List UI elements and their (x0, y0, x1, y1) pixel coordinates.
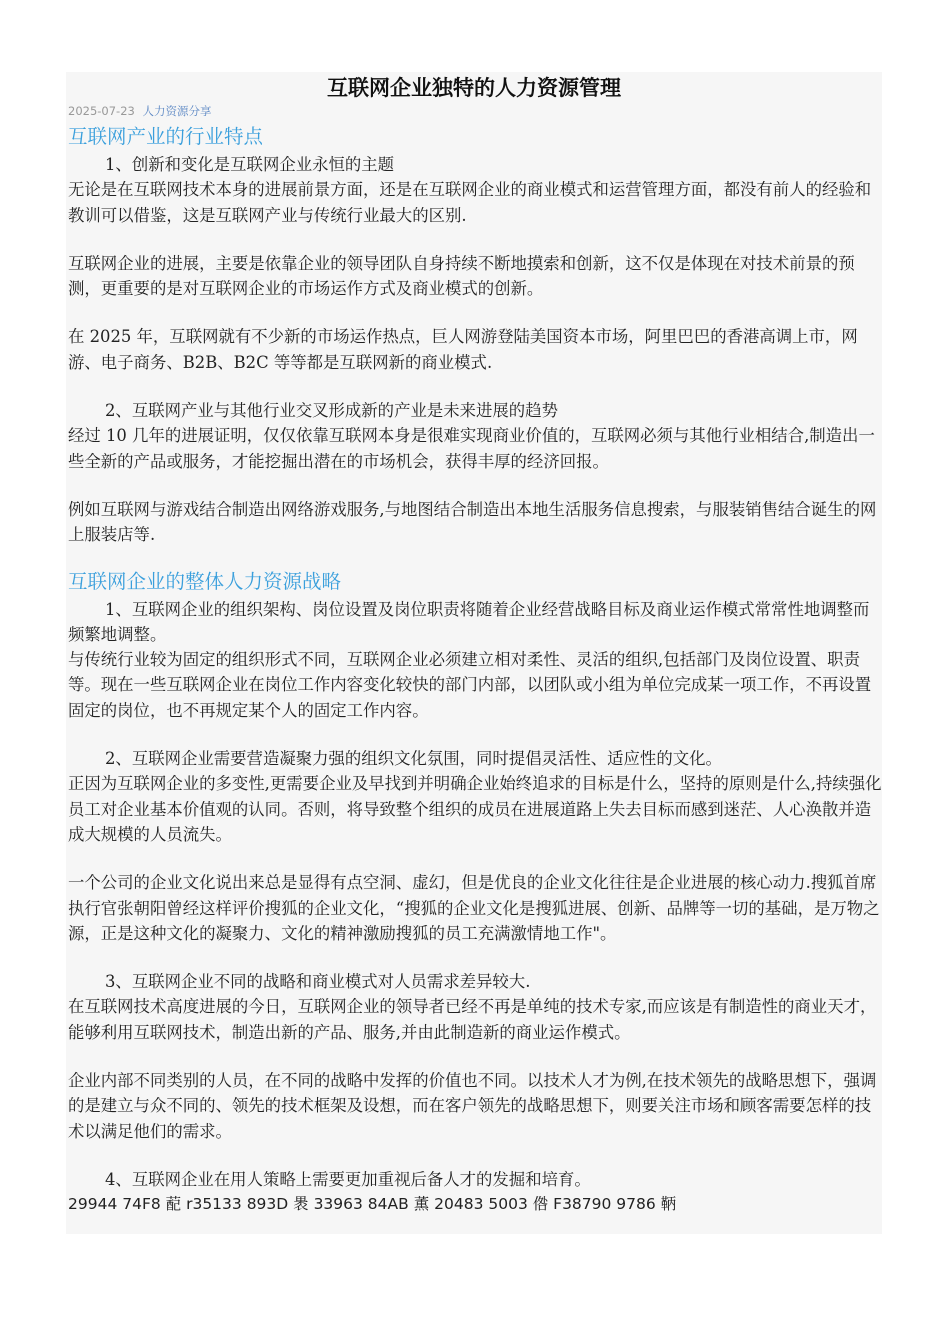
paragraph: 一个公司的企业文化说出来总是显得有点空洞、虚幻，但是优良的企业文化往往是企业进展的核心动力.搜狐首席执行官张朝阳曾经这样评价搜狐的企业文化，“搜狐的企业文化是搜狐进展、创新、品牌等一切的基础，是万物之源，正是这种文化的凝聚力、文化的精神激励搜狐的员工充满激情地工作"。 (68, 873, 880, 943)
paragraph: 在互联网技术高度进展的今日，互联网企业的领导者已经不再是单纯的技术专家,而应该是有制造性的商业天才，能够利用互联网技术，制造出新的产品、服务,并由此制造新的商业运作模式。 (68, 997, 877, 1042)
paragraph: 在 2025 年，互联网就有不少新的市场运作热点，巨人网游登陆美国资本市场，阿里巴巴的香港高调上市，网游、电子商务、B2B、B2C 等等都是互联网新的商业模式. (68, 327, 858, 372)
paragraph: 经过 10 几年的进展证明，仅仅依靠互联网本身是很难实现商业价值的，互联网必须与其他行业相结合,制造出一些全新的产品或服务，才能挖掘出潜在的市场机会，获得丰厚的经济回报。 (68, 426, 875, 471)
footer-code: 29944 74F8 蓜 r35133 893D 褁 33963 84AB 薫 20483 5003 倃 F38790 9786 鞆 (68, 1195, 677, 1214)
subheading: 1、创新和变化是互联网企业永恒的主题 (105, 155, 395, 174)
subheading: 1、互联网企业的组织架构、岗位设置及岗位职责将随着企业经营战略目标及商业运作模式常常性地调整而频繁地调整。 (68, 599, 870, 644)
article-meta (68, 103, 212, 119)
subheading: 2、互联网产业与其他行业交叉形成新的产业是未来进展的趋势 (105, 401, 558, 421)
page-title: 互联网企业独特的人力资源管理 (327, 75, 621, 100)
paragraph: 正因为互联网企业的多变性,更需要企业及早找到并明确企业始终追求的目标是什么，坚持的原则是什么,持续强化员工对企业基本价值观的认同。否则，将导致整个组织的成员在进展道路上失去目标而感到迷茫、人心涣散并造成大规模的人员流失。 (68, 774, 882, 844)
article-body (68, 121, 882, 1218)
subheading: 3、互联网企业不同的战略和商业模式对人员需求差异较大. (105, 972, 531, 992)
subheading: 4、互联网企业在用人策略上需要更加重视后备人才的发掘和培育。 (105, 1169, 591, 1189)
paragraph: 企业内部不同类别的人员，在不同的战略中发挥的价值也不同。以技术人才为例,在技术领先的战略思想下，强调的是建立与众不同的、领先的技术框架及设想，而在客户领先的战略思想下，则要关注市场和顾客需要怎样的技术以满足他们的需求。 (68, 1071, 877, 1141)
publish-date: 2025-07-23 (68, 104, 135, 118)
section-heading: 互联网产业的行业特点 (68, 125, 264, 148)
subheading: 2、互联网企业需要营造凝聚力强的组织文化氛围，同时提倡灵活性、适应性的文化。 (105, 749, 722, 769)
section-heading: 互联网企业的整体人力资源战略 (68, 569, 342, 593)
paragraph: 与传统行业较为固定的组织形式不同，互联网企业必须建立相对柔性、灵活的组织,包括部门及岗位设置、职责等。现在一些互联网企业在岗位工作内容变化较快的部门内部，以团队或小组为单位完成某一项工作，不再设置固定的岗位，也不再规定某个人的固定工作内容。 (68, 650, 872, 720)
paragraph: 无论是在互联网技术本身的进展前景方面，还是在互联网企业的商业模式和运营管理方面，都没有前人的经验和教训可以借鉴，这是互联网产业与传统行业最大的区别. (68, 180, 872, 225)
paragraph: 例如互联网与游戏结合制造出网络游戏服务,与地图结合制造出本地生活服务信息搜索，与服装销售结合诞生的网上服装店等. (68, 499, 877, 545)
paragraph: 互联网企业的进展，主要是依靠企业的领导团队自身持续不断地摸索和创新，这不仅是体现在对技术前景的预测，更重要的是对互联网企业的市场运作方式及商业模式的创新。 (68, 253, 855, 299)
category-link[interactable]: 人力资源分享 (142, 104, 212, 118)
